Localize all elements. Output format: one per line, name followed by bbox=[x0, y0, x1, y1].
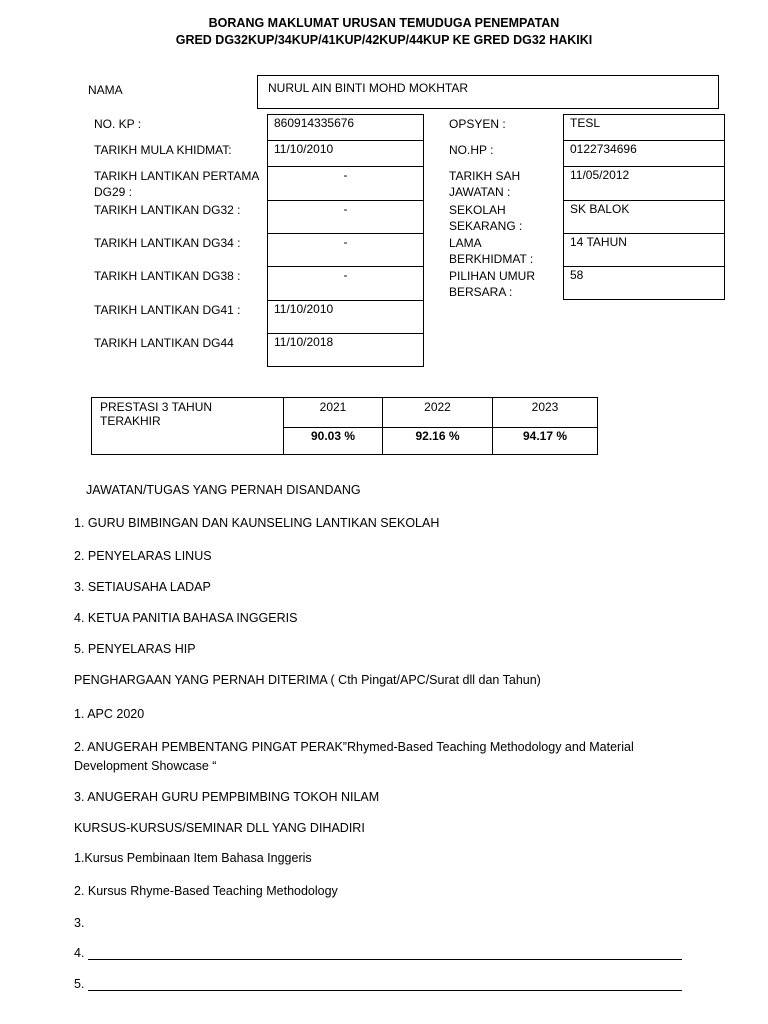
tarikh-mula-khidmat-value-box bbox=[267, 140, 424, 167]
no-hp-value: 0122734696 bbox=[570, 142, 637, 156]
penghargaan-item-3: 3. ANUGERAH GURU PEMPBIMBING TOKOH NILAM bbox=[74, 790, 380, 804]
prestasi-year-2023: 2023 bbox=[493, 398, 598, 428]
prestasi-score-2023: 94.17 % bbox=[493, 427, 598, 454]
jawatan-heading: JAWATAN/TUGAS YANG PERNAH DISANDANG bbox=[86, 483, 361, 497]
tarikh-sah-value: 11/05/2012 bbox=[570, 168, 630, 182]
kursus-item-4-blank-line bbox=[88, 947, 682, 960]
lama-berkhidmat-label-2: BERKHIDMAT : bbox=[449, 252, 534, 266]
kursus-item-5-blank-line bbox=[88, 978, 682, 991]
sekolah-value: SK BALOK bbox=[570, 202, 630, 216]
tarikh-lantikan-dg44-label: TARIKH LANTIKAN DG44 bbox=[94, 336, 234, 350]
nama-label: NAMA bbox=[88, 83, 123, 97]
tarikh-mula-khidmat-value: 11/10/2010 bbox=[274, 142, 334, 156]
prestasi-score-2022: 92.16 % bbox=[383, 427, 493, 454]
jawatan-item-1: 1. GURU BIMBINGAN DAN KAUNSELING LANTIKAN SEKOLAH bbox=[74, 516, 440, 530]
kursus-item-3: 3. bbox=[74, 916, 85, 930]
kursus-item-2: 2. Kursus Rhyme-Based Teaching Methodology bbox=[74, 884, 338, 898]
no-kp-value-box bbox=[267, 114, 424, 141]
tarikh-lantikan-pertama-label-2: DG29 : bbox=[94, 185, 133, 199]
kursus-item-4 bbox=[74, 946, 682, 960]
opsyen-label: OPSYEN : bbox=[449, 117, 506, 131]
tarikh-lantikan-dg32-value-box bbox=[267, 200, 424, 234]
no-kp-label: NO. KP : bbox=[94, 117, 142, 131]
no-hp-label: NO.HP : bbox=[449, 143, 494, 157]
jawatan-item-5: 5. PENYELARAS HIP bbox=[74, 642, 196, 656]
pilihan-umur-value-box bbox=[563, 266, 725, 300]
prestasi-label-line1: PRESTASI 3 TAHUN bbox=[100, 400, 213, 414]
form-title-line1: BORANG MAKLUMAT URUSAN TEMUDUGA PENEMPATAN bbox=[208, 16, 560, 30]
sekolah-label-2: SEKARANG : bbox=[449, 219, 523, 233]
tarikh-lantikan-dg34-label: TARIKH LANTIKAN DG34 : bbox=[94, 236, 241, 250]
prestasi-label-cell bbox=[92, 398, 284, 455]
tarikh-lantikan-dg41-label: TARIKH LANTIKAN DG41 : bbox=[94, 303, 241, 317]
nama-value: NURUL AIN BINTI MOHD MOKHTAR bbox=[268, 81, 469, 95]
lama-berkhidmat-value-box bbox=[563, 233, 725, 267]
prestasi-year-2021: 2021 bbox=[284, 398, 383, 428]
tarikh-lantikan-dg41-value: 11/10/2010 bbox=[274, 302, 334, 316]
tarikh-lantikan-dg38-label: TARIKH LANTIKAN DG38 : bbox=[94, 269, 241, 283]
tarikh-lantikan-pertama-value-box bbox=[267, 166, 424, 201]
kursus-item-4-number: 4. bbox=[74, 946, 85, 960]
tarikh-sah-label-2: JAWATAN : bbox=[449, 185, 511, 199]
prestasi-label-line2: TERAKHIR bbox=[100, 414, 161, 428]
prestasi-score-2021: 90.03 % bbox=[284, 427, 383, 454]
tarikh-lantikan-dg44-value: 11/10/2018 bbox=[274, 335, 334, 349]
tarikh-lantikan-dg38-value-box bbox=[267, 266, 424, 301]
prestasi-year-2022: 2022 bbox=[383, 398, 493, 428]
kursus-item-1: 1.Kursus Pembinaan Item Bahasa Inggeris bbox=[74, 851, 312, 865]
tarikh-lantikan-dg32-label: TARIKH LANTIKAN DG32 : bbox=[94, 203, 241, 217]
tarikh-lantikan-pertama-label: TARIKH LANTIKAN PERTAMA bbox=[94, 169, 260, 183]
kursus-item-5-number: 5. bbox=[74, 977, 85, 991]
tarikh-lantikan-dg41-value-box bbox=[267, 300, 424, 334]
kursus-heading: KURSUS-KURSUS/SEMINAR DLL YANG DIHADIRI bbox=[74, 821, 365, 835]
tarikh-lantikan-dg34-value-box bbox=[267, 233, 424, 267]
pilihan-umur-value: 58 bbox=[570, 268, 584, 282]
tarikh-sah-label: TARIKH SAH bbox=[449, 169, 521, 183]
pilihan-umur-label-2: BERSARA : bbox=[449, 285, 513, 299]
no-kp-value: 860914335676 bbox=[274, 116, 355, 130]
no-hp-value-box bbox=[563, 140, 725, 167]
form-title-line2: GRED DG32KUP/34KUP/41KUP/42KUP/44KUP KE GRED DG32 HAKIKI bbox=[175, 33, 593, 47]
prestasi-table bbox=[91, 397, 598, 455]
lama-berkhidmat-value: 14 TAHUN bbox=[570, 235, 627, 249]
tarikh-sah-value-box bbox=[563, 166, 725, 201]
kursus-item-5 bbox=[74, 977, 682, 991]
lama-berkhidmat-label: LAMA bbox=[449, 236, 482, 250]
tarikh-lantikan-dg38-value: - bbox=[343, 268, 348, 282]
jawatan-item-3: 3. SETIAUSAHA LADAP bbox=[74, 580, 211, 594]
jawatan-item-4: 4. KETUA PANITIA BAHASA INGGERIS bbox=[74, 611, 298, 625]
opsyen-value: TESL bbox=[570, 116, 601, 130]
penghargaan-item-2-line1: 2. ANUGERAH PEMBENTANG PINGAT PERAK”Rhymed-Based Teaching Methodology and Material bbox=[74, 740, 634, 754]
nama-value-box bbox=[257, 75, 719, 109]
penghargaan-heading: PENGHARGAAN YANG PERNAH DITERIMA ( Cth Pingat/APC/Surat dll dan Tahun) bbox=[74, 673, 541, 687]
sekolah-label: SEKOLAH bbox=[449, 203, 506, 217]
penghargaan-item-1: 1. APC 2020 bbox=[74, 707, 145, 721]
tarikh-lantikan-dg44-value-box bbox=[267, 333, 424, 367]
tarikh-lantikan-dg32-value: - bbox=[343, 202, 348, 216]
penghargaan-item-2-line2: Development Showcase “ bbox=[74, 759, 217, 773]
tarikh-lantikan-dg34-value: - bbox=[343, 235, 348, 249]
pilihan-umur-label: PILIHAN UMUR bbox=[449, 269, 536, 283]
tarikh-lantikan-pertama-value: - bbox=[343, 168, 348, 182]
sekolah-value-box bbox=[563, 200, 725, 234]
tarikh-mula-khidmat-label: TARIKH MULA KHIDMAT: bbox=[94, 143, 232, 157]
opsyen-value-box bbox=[563, 114, 725, 141]
jawatan-item-2: 2. PENYELARAS LINUS bbox=[74, 549, 212, 563]
